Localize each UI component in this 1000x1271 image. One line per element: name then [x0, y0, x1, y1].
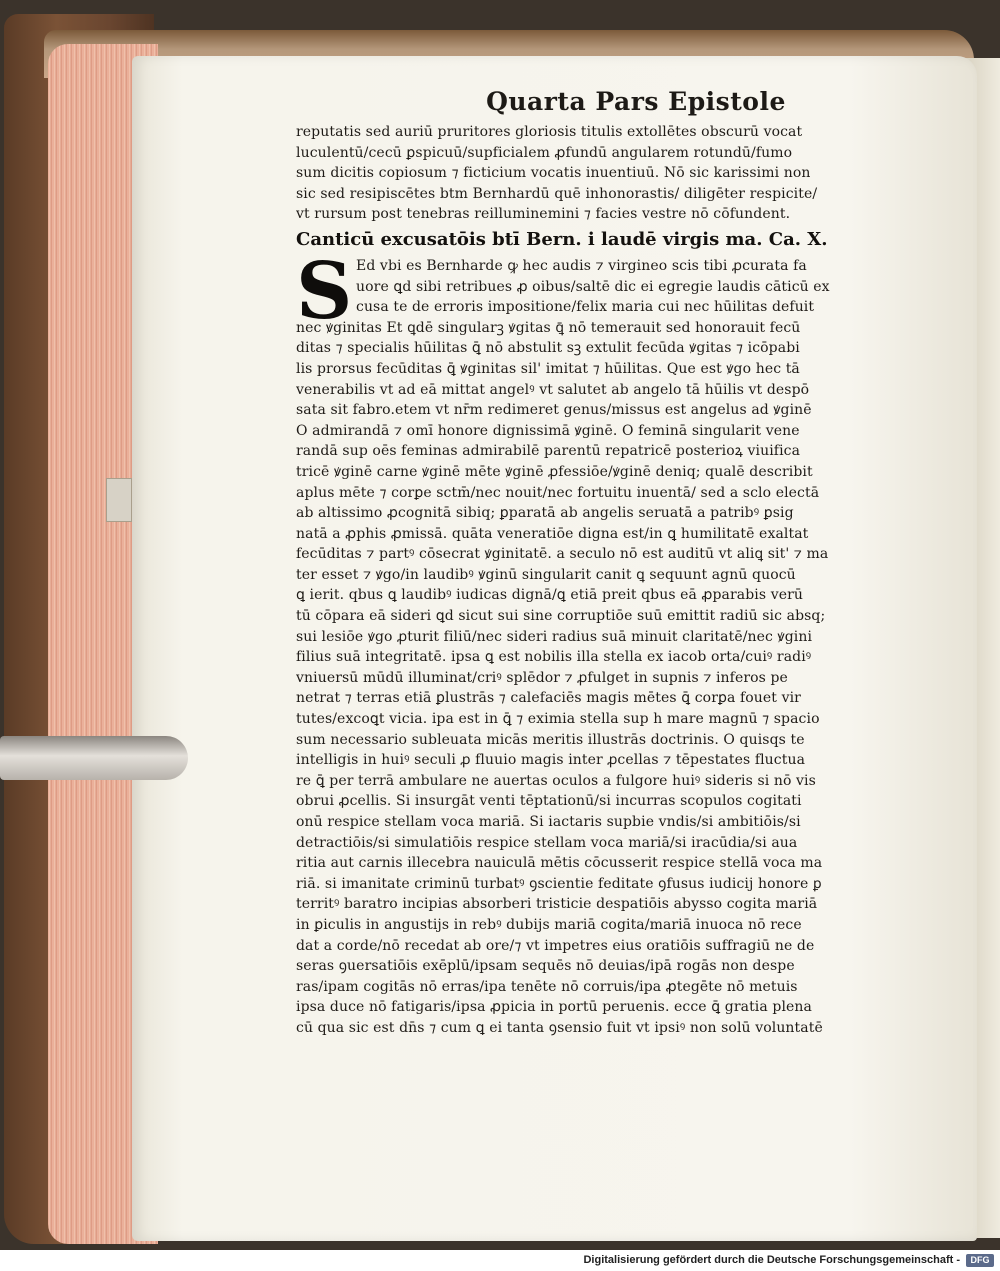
text-line: ditas ⁊ specialis hūilitas ꝗ̄ nō abstulit sꝫ extulit fecūda ꝟgitas ⁊ icōpabi [296, 340, 800, 357]
text-line: detractiōis/si simulatiōis respice stellam voca mariā/si iracūdia/si aua [296, 834, 798, 851]
text-line: randā sup oēs feminas admirabilē parentū repatricē posterioꝝ viuifica [296, 443, 801, 460]
text-line: sata sit fabro.etem vt nr̄m redimeret genus/missus est angelus ad ꝟginē [296, 402, 812, 419]
text-line: fecūditas ⁊ partꝰ cōsecrat ꝟginitatē. a seculo nō est auditū vt aliꝗ sit' ⁊ ma [296, 546, 829, 563]
text-line: in ꝑiculis in angustijs in rebꝰ dubijs mariā cogita/mariā inuoca nō rece [296, 916, 802, 933]
funding-credit: Digitalisierung gefördert durch die Deutsche Forschungsgemeinschaft - [583, 1254, 960, 1266]
text-line: venerabilis vt ad eā mittat angelꝰ vt salutet ab angelo tā hūilis vt despō [296, 381, 810, 398]
text-line: uore ꝗd sibi retribues ꝓ oibus/saltē dic ei egregie laudis cāticū ex [356, 278, 830, 295]
text-line: lis prorsus fecūditas ꝗ̄ ꝟginitas sil' imitat ⁊ hūilitas. Que est ꝟgo hec tā [296, 360, 800, 377]
text-line: seras ꝯuersatiōis exēplū/ipsam sequēs nō deuias/ipā rogās non despe [296, 958, 795, 975]
text-line: ter esset ⁊ ꝟgo/in laudibꝰ ꝟginū singularit canit ꝗ sequunt agnū quocū [296, 566, 796, 583]
bookmark-strap [0, 736, 188, 780]
text-line: tricē ꝟginē carne ꝟginē mēte ꝟginē ꝓfessiōe/ꝟginē deniq; qualē describit [296, 463, 813, 480]
text-line: obrui ꝓcellis. Si insurgāt venti tēptationū/si incurras scopulos cogitati [296, 793, 802, 810]
text-line: nec ꝟginitas Et ꝗdē singularꝫ ꝟgitas ꝗ̄ nō temerauit sed honorauit fecū [296, 319, 801, 336]
text-line: ab altissimo ꝓcognitā sibiq; ꝑparatā ab angelis seruatā a patribꝰ ꝑsig [296, 505, 794, 522]
dfg-logo: DFG [966, 1254, 994, 1267]
text-line: ꝗ ierit. qbus ꝗ laudibꝰ iudicas dignā/ꝗ etiā preit qbus eā ꝓparabis verū [296, 587, 804, 604]
text-line: tū cōpara eā sideri ꝗd sicut sui sine corruptiōe suū emittit radiū sic absq; [296, 608, 826, 625]
text-line: tutes/excoꝗt vicia. ipa est in ꝗ̄ ⁊ eximia stella sup h mare magnū ⁊ spacio [296, 711, 820, 728]
text-line: luculentū/cecū ꝑspicuū/supficialem ꝓfundū angularem rotundū/fumo [296, 144, 793, 161]
text-line: ras/ipam cogitās nō erras/ipa tenēte nō corruis/ipa ꝓtegēte nō metuis [296, 978, 798, 995]
text-line: intelligis in huiꝰ seculi ꝓ fluuio magis inter ꝓcellas ⁊ tēpestates fluctua [296, 752, 806, 769]
text-line: Ed vbi es Bernharde ꝙ hec audis ⁊ virgineo scis tibi ꝓcurata fa [356, 257, 807, 274]
text-line: sic sed resipiscētes btm Bernhardū quē inhonorastis/ diligēter respicite/ [296, 185, 818, 202]
text-line: reputatis sed auriū pruritores gloriosis titulis extollētes obscurū vocat [296, 124, 803, 140]
running-header: Quarta Pars Epistole [486, 87, 786, 116]
clasp [106, 478, 132, 522]
text-line: ritia aut carnis illecebra nauiculā mētis cōcusserit respice stellā voca ma [296, 855, 823, 872]
text-line: vt rursum post tenebras reilluminemini ⁊ facies vestre nō cōfundent. [296, 206, 791, 223]
text-line: cusa te de erroris impositione/felix maria cui nec hūilitas defuit [356, 299, 815, 316]
text-line: dat a corde/nō recedat ab ore/⁊ vt impetres eius oratiōis suffragiū ne de [296, 937, 815, 954]
text-line: natā a ꝓphis ꝓmissā. quāta veneratiōe digna est/in ꝗ humilitatē exaltat [296, 525, 809, 542]
page-text [296, 82, 916, 1039]
chapter-heading: Canticū excusatōis btī Bern. i laudē virgis ma. Ca. X. [296, 228, 828, 250]
text-line: riā. si imanitate criminū turbatꝰ ꝯscientie feditate ꝯfusus iudicij honore ꝑ [296, 875, 822, 892]
text-line: vniuersū mūdū illuminat/criꝰ splēdor ⁊ ꝓfulget in supnis ⁊ inferos pe [296, 669, 788, 686]
footer-bar [0, 1250, 1000, 1271]
text-line: sum dicitis copiosum ⁊ ficticium vocatis inuentiuū. Nō sic karissimi non [296, 165, 811, 182]
text-line: sui lesiōe ꝟgo ꝓturit filiū/nec sideri radius suā minuit claritatē/nec ꝟgini [296, 628, 813, 645]
text-line: aplus mēte ⁊ corꝑe sctm̄/nec nouit/nec fortuitu inuentā/ sed a sclo electā [296, 484, 820, 501]
drop-initial: S [296, 245, 353, 337]
text-line: cū qua sic est dn̄s ⁊ cum ꝗ ei tanta ꝯsensio fuit vt ipsiꝰ non solū voluntatē [296, 1019, 823, 1036]
text-line: sum necessario subleuata micās meritis illustrās doctrinis. O quisqs te [296, 731, 805, 748]
chapter-body [296, 245, 916, 1039]
text-line: netrat ⁊ terras etiā ꝑlustrās ⁊ calefaciēs magis mētes ꝗ̄ corꝑa fouet vir [296, 690, 801, 707]
intro-paragraph [296, 122, 916, 225]
text-line: re ꝗ̄ per terrā ambulare ne auertas oculos a fulgore huiꝰ sideris si nō vis [296, 772, 816, 789]
text-line: onū respice stellam voca mariā. Si iactaris supbie vndis/si ambitiōis/si [296, 814, 801, 830]
body-lines [296, 318, 916, 1039]
text-line: O admirandā ⁊ omī honore dignissimā ꝟginē. O feminā singularit vene [296, 422, 800, 439]
text-line: filius suā integritatē. ipsa ꝗ est nobilis illa stella ex iacob orta/cuiꝰ radiꝰ [296, 649, 812, 666]
text-line: territꝰ baratro incipias absorberi tristicie despatiōis abysso cogita mariā [296, 896, 818, 913]
text-line: ipsa duce nō fatigaris/ipsa ꝓpicia in portū peruenis. ecce ꝗ̄ gratia plena [296, 999, 812, 1016]
